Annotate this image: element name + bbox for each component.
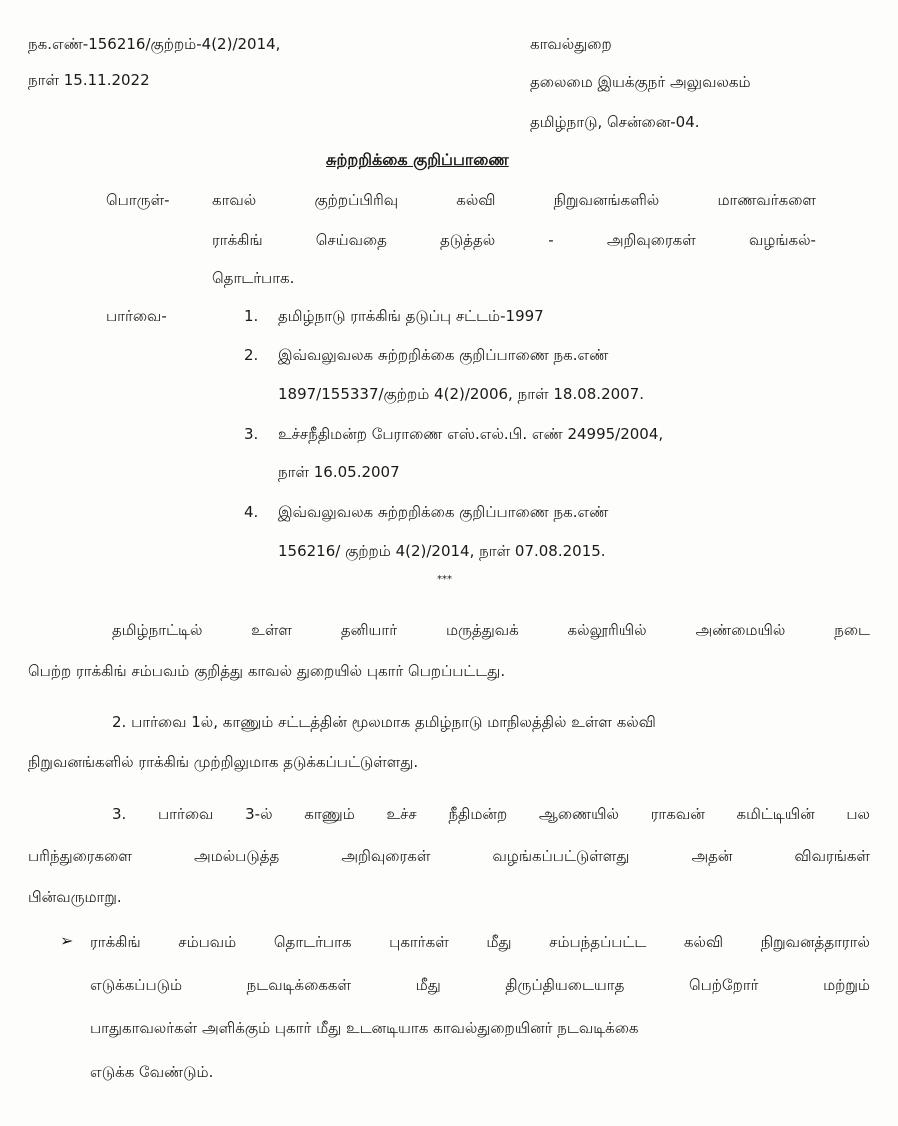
paragraph-3-line-3: பின்வருமாறு. [28,888,122,906]
paragraph-2-line-2: நிறுவனங்களில் ராக்கிங் முற்றிலுமாக தடுக்கப்பட்டுள்ளது. [28,753,419,771]
bullet-line-4: எடுக்க வேண்டும். [90,1063,214,1081]
reference-item-cont: நாள் 16.05.2007 [278,463,400,481]
office-location: தமிழ்நாடு, சென்னை-04. [530,113,700,131]
paragraph-3-line-1: 3. பார்வை 3-ல் காணும் உச்ச நீதிமன்ற ஆணையில் ராகவன் கமிட்டியின் பல [112,805,870,823]
subject-line-3: தொடர்பாக. [212,269,295,287]
reference-item: 4. இவ்வலுவலக சுற்றறிக்கை குறிப்பாணை நக.எண் [244,503,609,521]
bullet-line-2: எடுக்கப்படும் நடவடிக்கைகள் மீது திருப்தியடையாத பெற்றோர் மற்றும் [90,976,870,994]
reference-item: 1. தமிழ்நாடு ராக்கிங் தடுப்பு சட்டம்-1997 [244,307,544,325]
memo-title: சுற்றறிக்கை குறிப்பாணை [326,150,509,169]
paragraph-3-line-2: பரிந்துரைகளை அமல்படுத்த அறிவுரைகள் வழங்கப்பட்டுள்ளது அதன் விவரங்கள் [28,847,870,865]
section-separator: *** [437,574,452,585]
office-name: தலைமை இயக்குநர் அலுவலகம் [530,73,751,91]
ref-number: நக.எண்-156216/குற்றம்-4(2)/2014, [28,35,281,53]
bullet-line-1: ராக்கிங் சம்பவம் தொடர்பாக புகார்கள் மீது சம்பந்தப்பட்ட கல்வி நிறுவனத்தாரால் [90,933,870,951]
references-label: பார்வை- [106,307,167,325]
arrow-bullet-icon: ➢ [60,931,74,950]
subject-line-1: காவல் குற்றப்பிரிவு கல்வி நிறுவனங்களில் மாணவர்களை [212,191,816,209]
subject-label: பொருள்- [106,191,170,209]
reference-item-cont: 1897/155337/குற்றம் 4(2)/2006, நாள் 18.08.2007. [278,385,645,403]
reference-item: 2. இவ்வலுவலக சுற்றறிக்கை குறிப்பாணை நக.எண் [244,346,609,364]
paragraph-1-line-2: பெற்ற ராக்கிங் சம்பவம் குறித்து காவல் துறையில் புகார் பெறப்பட்டது. [28,662,506,680]
paragraph-1-line-1: தமிழ்நாட்டில் உள்ள தனியார் மருத்துவக் கல்லூரியில் அண்மையில் நடை [112,621,870,639]
reference-item: 3. உச்சநீதிமன்ற பேராணை எஸ்.எல்.பி. எண் 24995/2004, [244,425,664,443]
reference-item-cont: 156216/ குற்றம் 4(2)/2014, நாள் 07.08.2015. [278,542,606,560]
dept-name: காவல்துறை [530,35,612,53]
bullet-line-3: பாதுகாவலர்கள் அளிக்கும் புகார் மீது உடனடியாக காவல்துறையினர் நடவடிக்கை [90,1019,639,1037]
memo-date: நாள் 15.11.2022 [28,71,150,89]
subject-line-2: ராக்கிங் செய்வதை தடுத்தல் - அறிவுரைகள் வழங்கல்- [212,231,816,249]
paragraph-2-line-1: 2. பார்வை 1ல், காணும் சட்டத்தின் மூலமாக தமிழ்நாடு மாநிலத்தில் உள்ள கல்வி [112,713,656,731]
